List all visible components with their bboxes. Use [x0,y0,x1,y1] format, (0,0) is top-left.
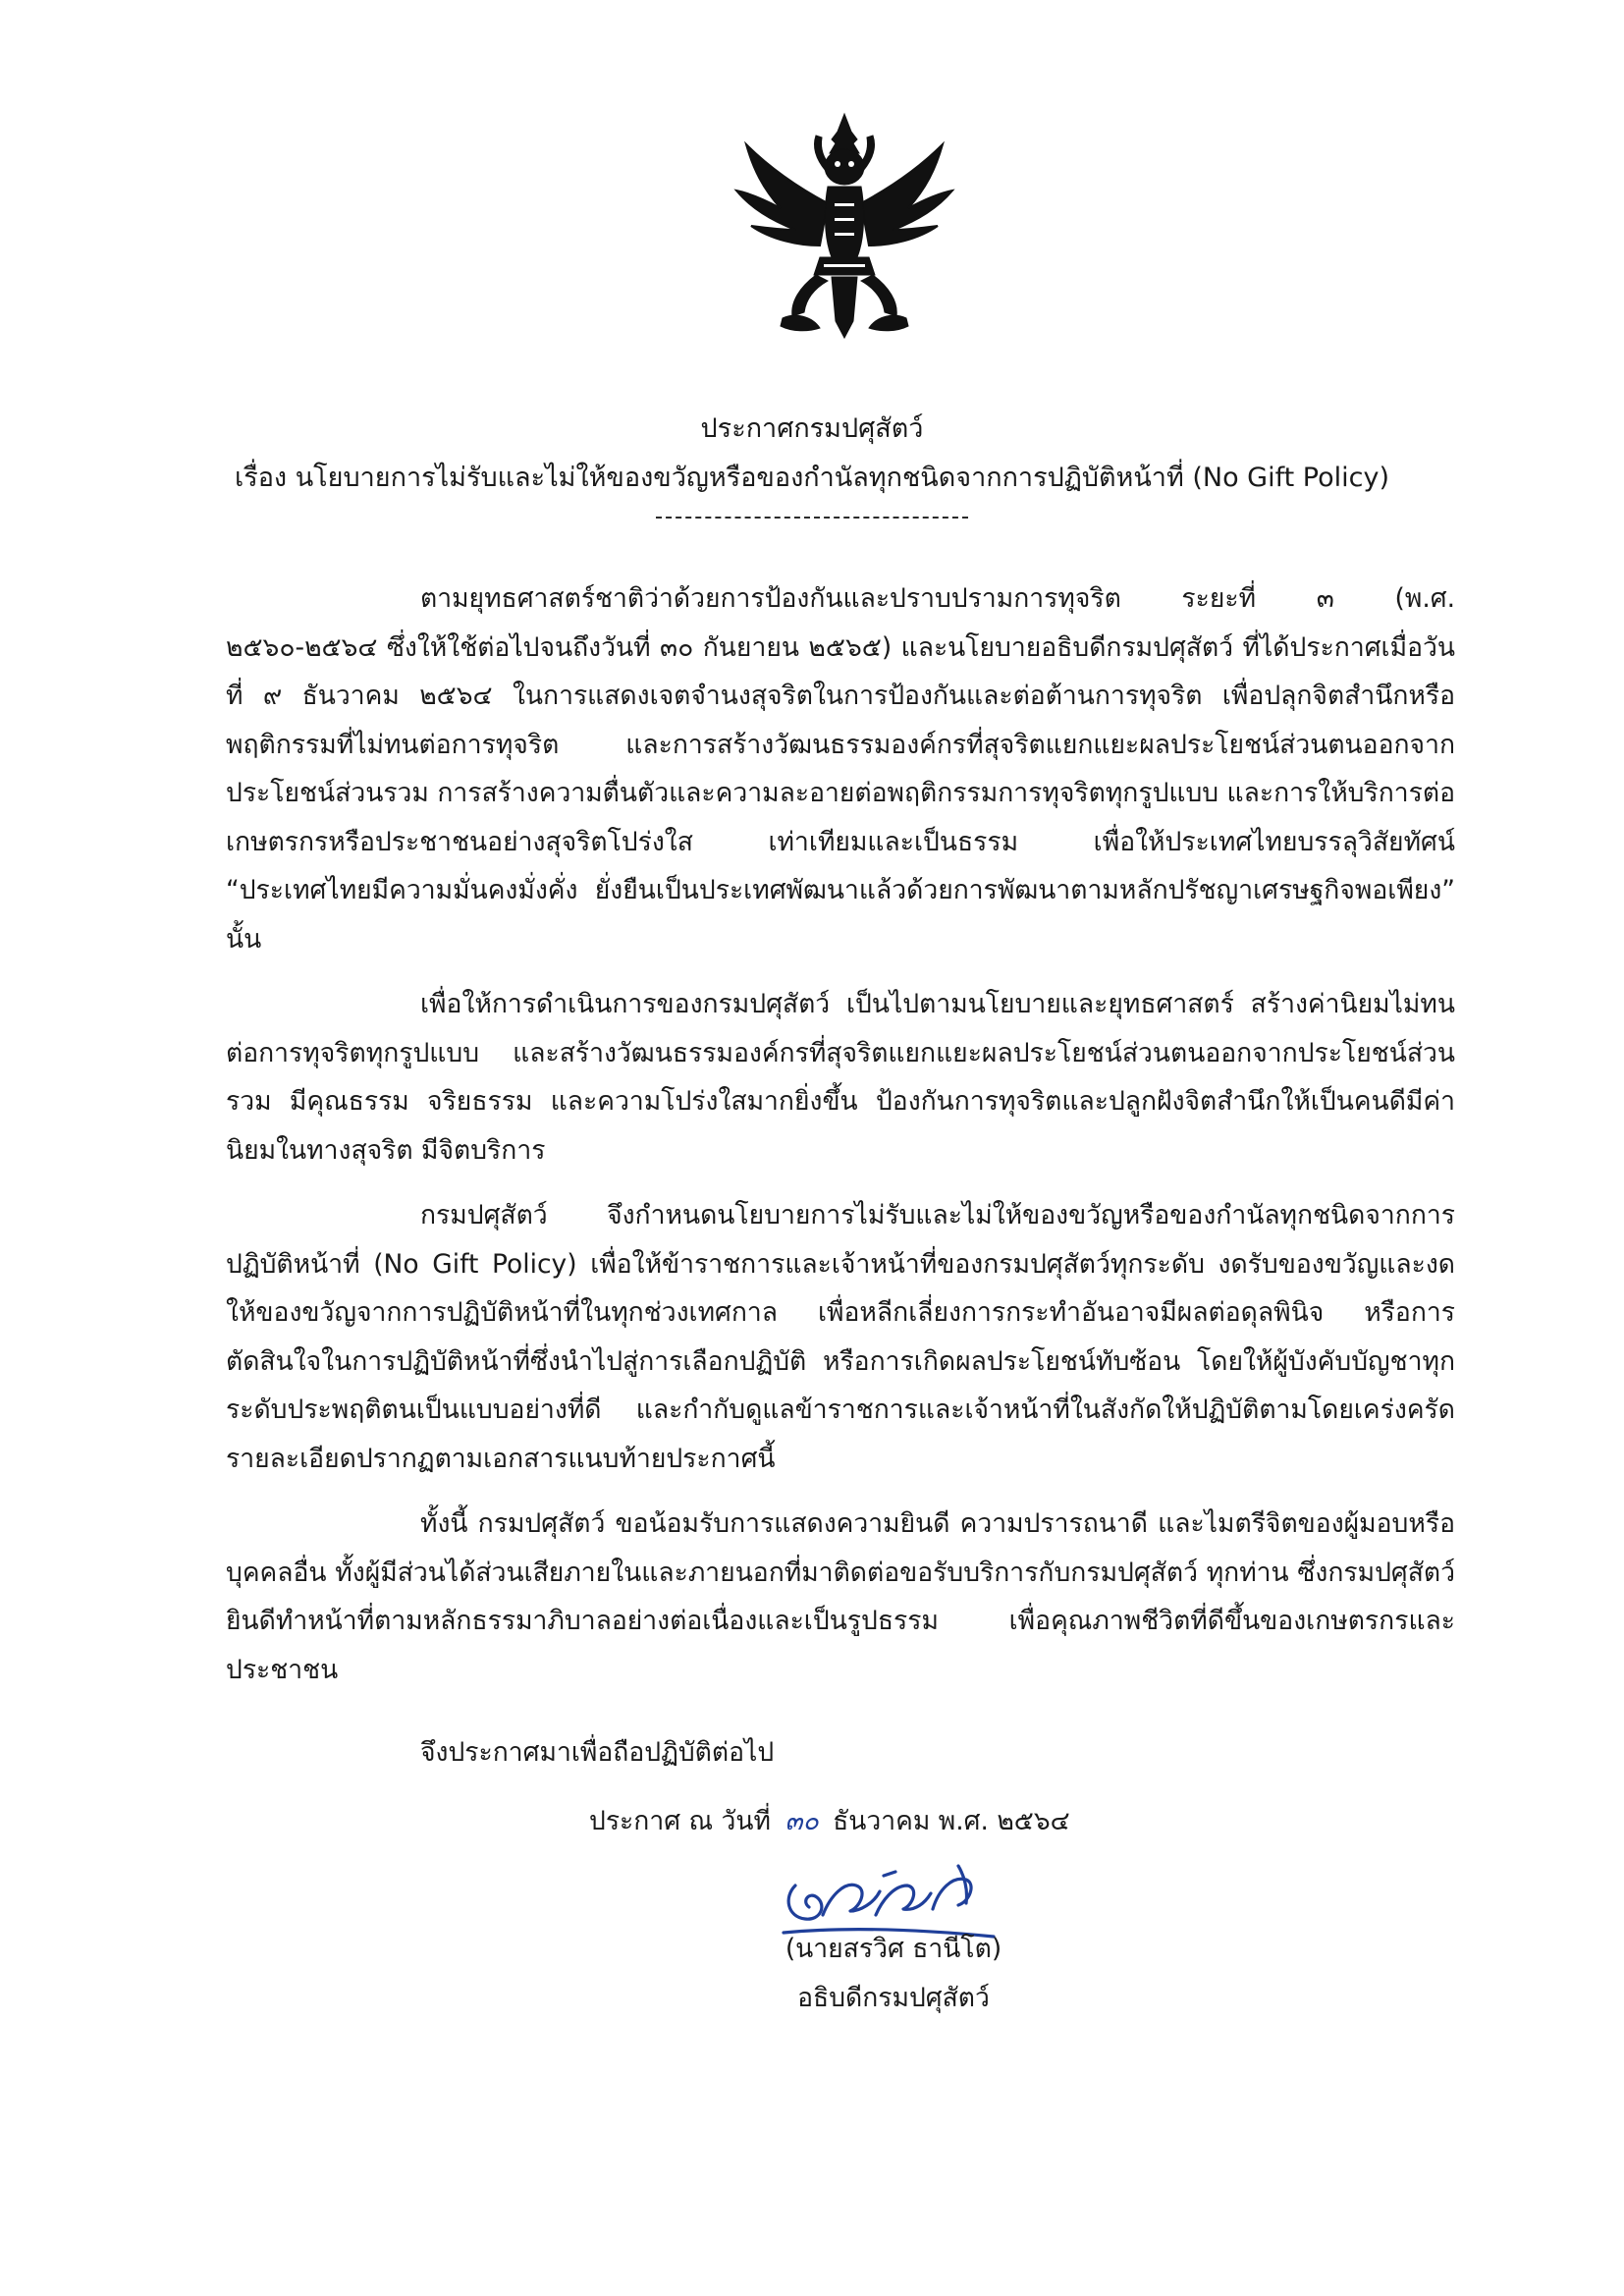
date-month-year: ธันวาคม พ.ศ. ๒๕๖๔ [833,1806,1070,1836]
paragraph-4: ทั้งนี้ กรมปศุสัตว์ ขอน้อมรับการแสดงความยินดี ความปรารถนาดี และไมตรีจิตของผู้มอบหรือบุคคลอื่น ทั้งผู้มีส่วนได้ส่วนเสียภายในและภายนอกที่มาติดต่อขอรับบริการกับกรมปศุสัตว์ ทุกท่าน ซึ่งกรมปศุสัตว์ ยินดีทำหน้าที่ตามหลักธรรมาภิบาลอย่างต่อเนื่องและเป็นรูปธรรม เพื่อคุณภาพชีวิตที่ดีขึ้นของเกษตรกรและประชาชน [226,1508,1455,1685]
paragraph-1: ตามยุทธศาสตร์ชาติว่าด้วยการป้องกันและปราบปรามการทุจริต ระยะที่ ๓ (พ.ศ. ๒๕๖๐-๒๕๖๔ ซึ่งให้ใช้ต่อไปจนถึงวันที่ ๓๐ กันยายน ๒๕๖๕) และนโยบายอธิบดีกรมปศุสัตว์ ที่ได้ประกาศเมื่อวันที่ ๙ ธันวาคม ๒๕๖๔ ในการแสดงเจตจำนงสุจริตในการป้องกันและต่อต้านการทุจริต เพื่อปลุกจิตสำนึกหรือพฤติกรรมที่ไม่ทนต่อการทุจริต และการสร้างวัฒนธรรมองค์กรที่สุจริตแยกแยะผลประโยชน์ส่วนตนออกจากประโยชน์ส่วนรวม การสร้างความตื่นตัวและความละอายต่อพฤติกรรมการทุจริตทุกรูปแบบ และการให้บริการต่อเกษตรกรหรือประชาชนอย่างสุจริตโปร่งใส เท่าเทียมและเป็นธรรม เพื่อให้ประเทศไทยบรรลุวิสัยทัศน์ “ประเทศไทยมีความมั่นคงมั่งคั่ง ยั่งยืนเป็นประเทศพัฒนาแล้วด้วยการพัฒนาตามหลักปรัชญาเศรษฐกิจพอเพียง” นั้น [226,583,1455,955]
issuer-title: ประกาศกรมปศุสัตว์ [700,413,924,444]
announcement-date [589,1797,1070,1846]
signatory-name: (นายสรวิศ ธานีโต) [785,1934,1002,1964]
garuda-emblem-icon [722,110,967,346]
date-prefix: ประกาศ ณ วันที่ [589,1806,771,1836]
date-day: ๓๐ [785,1806,819,1836]
subject-line: เรื่อง นโยบายการไม่รับและไม่ให้ของขวัญหรือของกำนัลทุกชนิดจากการปฏิบัติหน้าที่ (No Gift Policy) [234,463,1389,493]
signatory-position: อธิบดีกรมปศุสัตว์ [797,1983,990,2013]
paragraph-3: กรมปศุสัตว์ จึงกำหนดนโยบายการไม่รับและไม่ให้ของขวัญหรือของกำนัลทุกชนิดจากการปฏิบัติหน้าที่ (No Gift Policy) เพื่อให้ข้าราชการและเจ้าหน้าที่ของกรมปศุสัตว์ทุกระดับ งดรับของขวัญและงดให้ของขวัญจากการปฏิบัติหน้าที่ในทุกช่วงเทศกาล เพื่อหลีกเลี่ยงการกระทำอันอาจมีผลต่อดุลพินิจ หรือการตัดสินใจในการปฏิบัติหน้าที่ซึ่งนำไปสู่การเลือกปฏิบัติ หรือการเกิดผลประโยชน์ทับซ้อน โดยให้ผู้บังคับบัญชาทุกระดับประพฤติตนเป็นแบบอย่างที่ดี และกำกับดูแลข้าราชการและเจ้าหน้าที่ในสังกัดให้ปฏิบัติตามโดยเคร่งครัด รายละเอียดปรากฏตามเอกสารแนบท้ายประกาศนี้ [226,1200,1455,1474]
title-block [226,405,1398,519]
paragraph-2: เพื่อให้การดำเนินการของกรมปศุสัตว์ เป็นไปตามนโยบายและยุทธศาสตร์ สร้างค่านิยมไม่ทนต่อการทุจริตทุกรูปแบบ และสร้างวัฒนธรรมองค์กรที่สุจริตแยกแยะผลประโยชน์ส่วนตนออกจากประโยชน์ส่วนรวม มีคุณธรรม จริยธรรม และความโปร่งใสมากยิ่งขึ้น ป้องกันการทุจริตและปลูกฝังจิตสำนึกให้เป็นคนดีมีค่านิยมในทางสุจริต มีจิตบริการ [226,989,1455,1166]
closing-statement: จึงประกาศมาเพื่อถือปฏิบัติต่อไป [420,1737,775,1768]
announcement-body [226,574,1455,1711]
title-divider [656,517,968,519]
